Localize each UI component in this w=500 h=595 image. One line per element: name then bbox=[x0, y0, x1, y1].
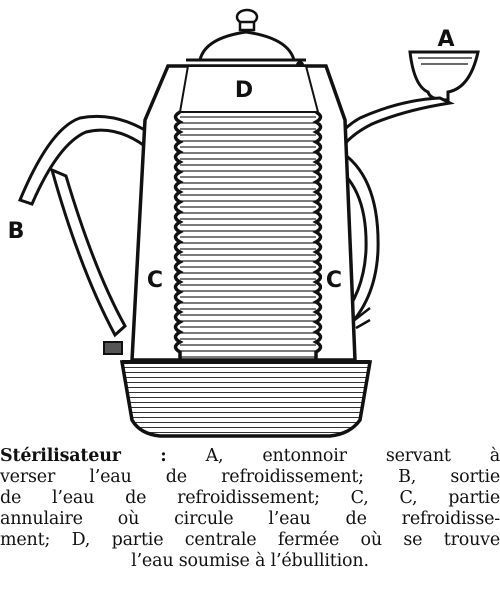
funnel-A bbox=[410, 52, 478, 100]
chamber-D-body bbox=[180, 114, 316, 362]
label-C-right: C bbox=[325, 268, 343, 293]
drain-tap bbox=[104, 342, 122, 354]
caption-line-2: verser l’eau de refroidissement; B, sortie bbox=[0, 467, 500, 487]
caption-line-5: ment; D, partie centrale fermée où se trouve bbox=[0, 530, 500, 550]
cut-off-text-fragment bbox=[8, 589, 108, 595]
left-handle-curve bbox=[52, 170, 125, 335]
caption-lead: Stérilisateur : bbox=[0, 446, 167, 466]
caption-line-4: annulaire où circule l’eau de refroidisse- bbox=[0, 509, 500, 529]
caption-line-6: l’eau soumise à l’ébullition. bbox=[131, 551, 369, 571]
label-B: B bbox=[7, 219, 25, 244]
caption-line-3: de l’eau de refroidissement; C, C, partie bbox=[0, 488, 500, 508]
vessel-base bbox=[122, 362, 370, 436]
outlet-spout-B bbox=[20, 116, 160, 204]
label-A: A bbox=[437, 27, 455, 52]
label-C-left: C bbox=[146, 268, 164, 293]
lid-knob bbox=[237, 10, 257, 30]
figure-caption bbox=[0, 446, 500, 572]
lid-dome bbox=[200, 32, 294, 60]
label-D: D bbox=[234, 78, 254, 103]
caption-line-1 bbox=[0, 446, 500, 467]
caption-line-1-rest: A, entonnoir servant à bbox=[166, 446, 500, 466]
